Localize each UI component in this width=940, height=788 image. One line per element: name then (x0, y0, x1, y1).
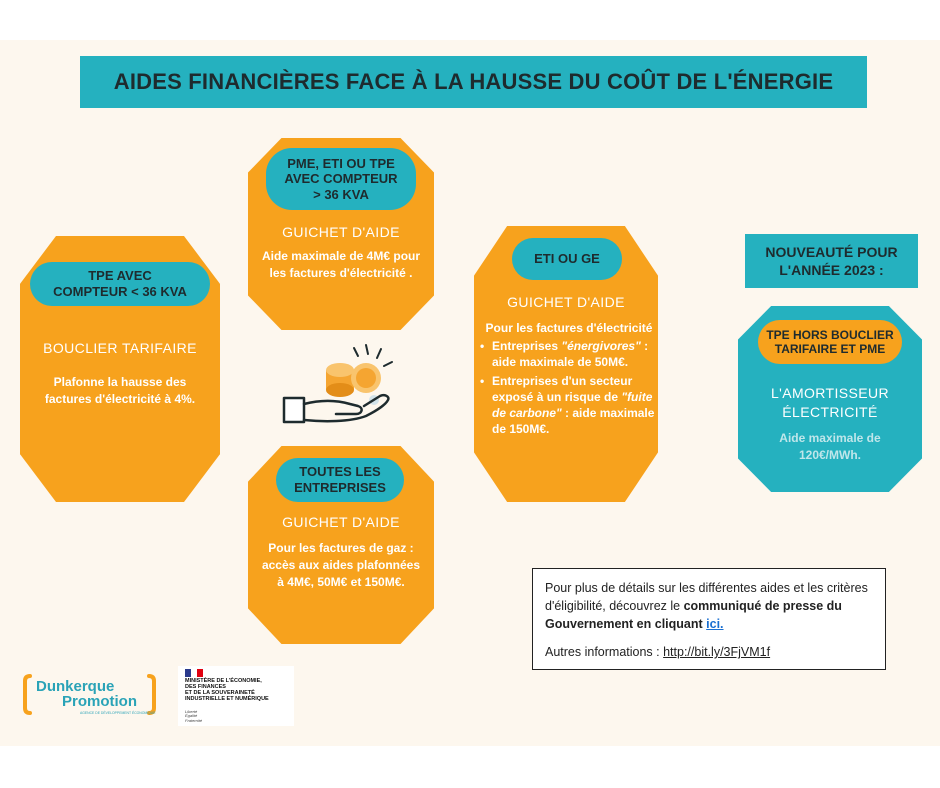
ministere-motto: Liberté Égalité Fraternité (185, 709, 203, 723)
pill-entreprises-line2: ENTREPRISES (294, 480, 386, 495)
text-bouclier-body: Plafonne la hausse des factures d'électricité à 4%. (44, 375, 196, 406)
info-paragraph: Pour plus de détails sur les différentes aides et les critères d'éligibilité, découvrez le communiqué de presse du Gouvernement en cliquant ici. (545, 581, 868, 632)
list-item-fuite-carbone: • Entreprises d'un secteur exposé à un risque de "fuite de carbone" : aide maximale de 150M€. (480, 373, 658, 438)
pill-eti-ge (512, 238, 622, 280)
bitly-link[interactable]: http://bit.ly/3FjVM1f (663, 645, 771, 660)
text-guichet-gaz-body: Pour les factures de gaz : accès aux aides plafonnées à 4M€, 50M€ et 150M€. (261, 541, 421, 589)
nouveaute-line2: L'ANNÉE 2023 : (779, 262, 884, 278)
eti-aid-list (480, 320, 658, 437)
hand-coins-icon (280, 342, 405, 432)
pill-tpe-label: TPE AVEC COMPTEUR < 36 KVA (53, 268, 187, 299)
heading-guichet-eti: GUICHET D'AIDE (507, 294, 625, 310)
badge-nouveaute-2023 (745, 234, 918, 288)
pill-amortisseur-line1: TPE HORS BOUCLIER (766, 327, 894, 342)
nouveaute-line1: NOUVEAUTÉ POUR (765, 243, 898, 260)
text-amortisseur-body: Aide maximale de 120€/MWh. (779, 431, 881, 462)
heading-guichet-pme: GUICHET D'AIDE (282, 224, 400, 240)
marianne-flag-icon (185, 669, 203, 677)
pill-toutes-entreprises (276, 458, 404, 502)
communique-link[interactable]: ici. (706, 617, 724, 632)
heading-amortisseur-line1: L'AMORTISSEUR (770, 385, 890, 401)
text-guichet-pme-body: Aide maximale de 4M€ pour les factures d'électricité . (261, 249, 421, 280)
heading-guichet-gaz: GUICHET D'AIDE (282, 514, 400, 530)
svg-text:AGENCE DE DÉVELOPPEMENT ÉCONOM: AGENCE DE DÉVELOPPEMENT ÉCONOMIQUE (80, 711, 156, 715)
heading-bouclier-tarifaire: BOUCLIER TARIFAIRE (43, 340, 197, 356)
pill-entreprises-line1: TOUTES LES (299, 464, 381, 480)
pill-pme-eti-tpe (266, 148, 416, 210)
page-title: AIDES FINANCIÈRES FACE À LA HAUSSE DU COÛT DE L'ÉNERGIE (80, 56, 867, 108)
dunkerque-promotion-logo (22, 672, 157, 720)
svg-text:Dunkerque: Dunkerque (36, 678, 115, 695)
pill-pme-line1: PME, ETI OU TPE (287, 155, 395, 171)
pill-pme-line2: AVEC COMPTEUR (284, 171, 398, 187)
svg-text:Promotion: Promotion (62, 693, 137, 710)
pill-eti-label: ETI OU GE (534, 251, 600, 267)
info-box (532, 568, 886, 670)
heading-amortisseur (738, 384, 922, 422)
pill-tpe-compteur (30, 262, 210, 306)
pill-amortisseur-line2: TARIFAIRE ET PME (774, 342, 886, 356)
pill-tpe-hors-bouclier (758, 320, 902, 364)
heading-amortisseur-line2: ÉLECTRICITÉ (782, 403, 878, 420)
info-other: Autres informations : http://bit.ly/3FjVM1f (545, 645, 771, 660)
pill-pme-line3: > 36 KVA (313, 186, 369, 202)
ministere-name: MINISTÈRE DE L'ÉCONOMIE, DES FINANCES ET DE LA SOUVERAINETÉ INDUSTRIELLE ET NUMÉRIQUE (185, 678, 269, 703)
ministere-logo (178, 666, 294, 726)
list-item-energivores: • Entreprises "énergivores" : aide maximale de 50M€. (480, 338, 658, 370)
eti-intro: Pour les factures d'électricité (485, 321, 653, 335)
